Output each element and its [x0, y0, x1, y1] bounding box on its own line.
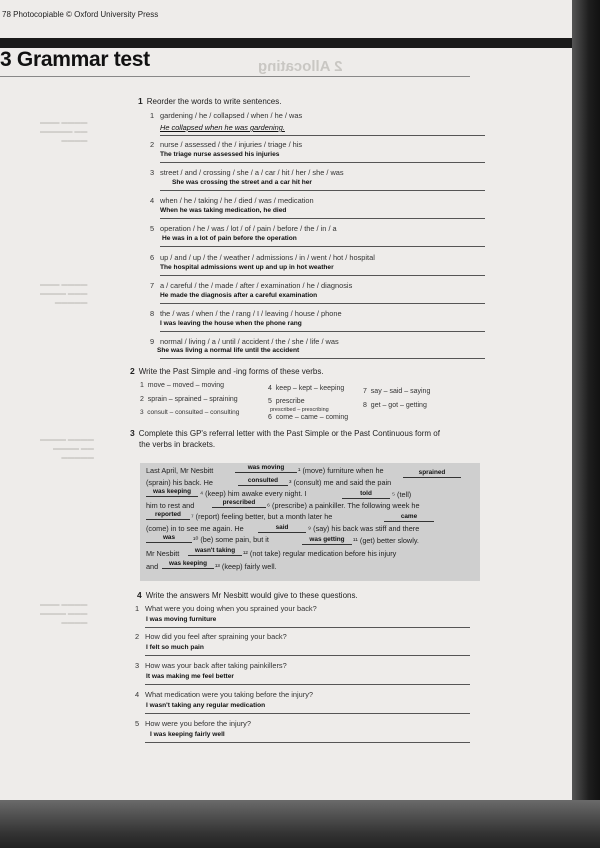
answer-line: [160, 135, 485, 136]
answer-line: [160, 162, 485, 163]
letter-text: (sprain) his back. He: [146, 478, 213, 487]
ex4-answer[interactable]: I wasn't taking any regular medication: [146, 702, 266, 709]
ex2-item: 4 keep – kept – keeping: [268, 385, 345, 392]
answer-line: [160, 303, 485, 304]
letter-text: (come) in to see me again. He: [146, 524, 244, 533]
ex2-item: 5 prescribe: [268, 398, 305, 405]
ex1-item: 2 nurse / assessed / the / injuries / triage / his: [150, 140, 303, 149]
letter-blank[interactable]: reported: [146, 511, 190, 520]
answer-line: [145, 627, 470, 628]
ex2-item: 2 sprain – sprained – spraining: [140, 396, 238, 403]
letter-blank[interactable]: came: [384, 513, 434, 522]
exercise-3-heading-cont: the verbs in brackets.: [139, 440, 216, 449]
ex1-answer[interactable]: She was living a normal life until the accident: [157, 347, 300, 354]
ex1-answer[interactable]: She was crossing the street and a car hit her: [172, 179, 312, 186]
ex2-item: 8 get – got – getting: [363, 402, 427, 409]
page-edge-shadow: [572, 0, 600, 848]
ex1-answer[interactable]: He was in a lot of pain before the operation: [162, 235, 297, 242]
ex1-answer[interactable]: The triage nurse assessed his injuries: [160, 151, 280, 158]
exercise-2-heading: 2 Write the Past Simple and -ing forms of these verbs.: [130, 366, 324, 376]
letter-text: ¹³ (keep) fairly well.: [215, 562, 277, 571]
answer-line: [145, 742, 470, 743]
letter-blank[interactable]: said: [258, 524, 306, 533]
letter-blank[interactable]: prescribed: [212, 499, 266, 508]
letter-text: ¹ (move) furniture when he: [298, 466, 384, 475]
letter-text: him to rest and: [146, 501, 195, 510]
ex4-question: 4 What medication were you taking before the injury?: [135, 690, 314, 699]
letter-text: ⁷ (report) feeling better, but a month later he: [191, 512, 333, 521]
letter-text: Mr Nesbitt: [146, 549, 180, 558]
show-through-text: ▬▬▬▬ ▬▬▬ ▬▬▬ ▬▬▬▬ ▬▬▬▬▬: [40, 281, 88, 306]
letter-text: ¹¹ (get) better slowly.: [353, 536, 419, 545]
letter-blank[interactable]: was moving: [235, 464, 297, 473]
ex2-item: 1 move – moved – moving: [140, 382, 225, 389]
ex4-question: 1 What were you doing when you sprained your back?: [135, 604, 317, 613]
ex1-item: 7 a / careful / the / made / after / examination / he / diagnosis: [150, 281, 353, 290]
letter-text: Last April, Mr Nesbitt: [146, 466, 214, 475]
answer-line: [145, 713, 470, 714]
ex1-item: 8 the / was / when / the / rang / I / leaving / house / phone: [150, 309, 342, 318]
answer-line: [160, 246, 485, 247]
title-rule: [0, 76, 470, 77]
ex4-answer[interactable]: It was making me feel better: [146, 673, 234, 680]
letter-blank[interactable]: was: [146, 534, 192, 543]
page-title: 3 Grammar test: [0, 48, 150, 71]
show-through-heading: 2 Allocating: [258, 58, 343, 75]
ex4-answer[interactable]: I was keeping fairly well: [150, 731, 225, 738]
title-bar: [0, 38, 572, 48]
ex1-answer[interactable]: When he was taking medication, he died: [160, 207, 287, 214]
letter-text: ⁴ (keep) him awake every night. I: [200, 489, 307, 498]
exercise-1-heading: 1 Reorder the words to write sentences.: [138, 96, 282, 106]
answer-line: [160, 331, 485, 332]
ex1-item: 3 street / and / crossing / she / a / car / hit / her / she / was: [150, 168, 344, 177]
letter-text: and: [146, 562, 159, 571]
ex1-item: 6 up / and / up / the / weather / admissions / in / went / hot / hospital: [150, 253, 375, 262]
answer-line: [160, 275, 485, 276]
letter-text: ¹⁰ (be) some pain, but it: [193, 535, 269, 544]
letter-blank[interactable]: told: [342, 490, 390, 499]
ex1-answer[interactable]: I was leaving the house when the phone rang: [160, 320, 302, 327]
letter-blank[interactable]: was keeping: [162, 560, 214, 569]
letter-text: ⁵ (tell): [392, 490, 412, 499]
letter-blank[interactable]: wasn't taking: [188, 547, 242, 556]
show-through-text: ▬▬▬▬ ▬▬▬ ▬▬▬ ▬▬▬▬ ▬▬▬▬: [40, 601, 88, 626]
exercise-3-heading: 3 Complete this GP's referral letter with the Past Simple or the Past Continuous form of: [130, 428, 440, 438]
ex1-item: 4 when / he / taking / he / died / was / medication: [150, 196, 314, 205]
ex4-question: 3 How was your back after taking painkillers?: [135, 661, 287, 670]
letter-blank[interactable]: sprained: [403, 469, 461, 478]
ex1-item: 9 normal / living / a / until / accident / the / she / life / was: [150, 337, 339, 346]
ex2-item: 3 consult – consulted – consulting: [140, 409, 240, 416]
show-through-text: ▬▬▬▬ ▬▬▬ ▬▬ ▬▬▬▬▬ ▬▬▬▬: [40, 119, 88, 144]
ex1-answer[interactable]: The hospital admissions went up and up in hot weather: [160, 264, 334, 271]
letter-text: ⁹ (say) his back was stiff and there: [308, 524, 420, 533]
ex4-question: 2 How did you feel after spraining your back?: [135, 632, 287, 641]
ex4-answer[interactable]: I felt so much pain: [146, 644, 204, 651]
ex2-item: prescribed – prescribing: [270, 407, 329, 413]
letter-blank[interactable]: was getting: [302, 536, 352, 545]
ex4-answer[interactable]: I was moving furniture: [146, 616, 217, 623]
answer-line: [145, 655, 470, 656]
answer-line: [160, 358, 485, 359]
letter-blank[interactable]: consulted: [238, 477, 288, 486]
letter-text: ³ (consult) me and said the pain: [289, 478, 392, 487]
ex4-question: 5 How were you before the injury?: [135, 719, 251, 728]
running-head: 78 Photocopiable © Oxford University Press: [2, 10, 159, 19]
letter-text: ⁶ (prescribe) a painkiller. The following week he: [267, 501, 420, 510]
letter-text: ¹² (not take) regular medication before his injury: [243, 549, 397, 558]
ex1-answer[interactable]: He made the diagnosis after a careful examination: [160, 292, 318, 299]
ex2-item: 6 come – came – coming: [268, 414, 349, 421]
ex1-item: 5 operation / he / was / lot / of / pain / before / the / in / a: [150, 224, 337, 233]
answer-line: [160, 218, 485, 219]
page-bottom-shadow: [0, 800, 600, 848]
ex1-item: 1 gardening / he / collapsed / when / he / was: [150, 111, 303, 120]
ex2-item: 7 say – said – saying: [363, 388, 431, 395]
answer-line: [145, 684, 470, 685]
letter-blank[interactable]: was keeping: [146, 488, 198, 497]
answer-line: [160, 190, 485, 191]
show-through-text: ▬▬▬▬ ▬▬▬▬ ▬▬ ▬▬▬▬ ▬▬▬▬▬: [40, 436, 94, 461]
exercise-4-heading: 4 Write the answers Mr Nesbitt would give to these questions.: [137, 590, 358, 600]
ex1-answer[interactable]: He collapsed when he was gardening.: [160, 123, 285, 132]
